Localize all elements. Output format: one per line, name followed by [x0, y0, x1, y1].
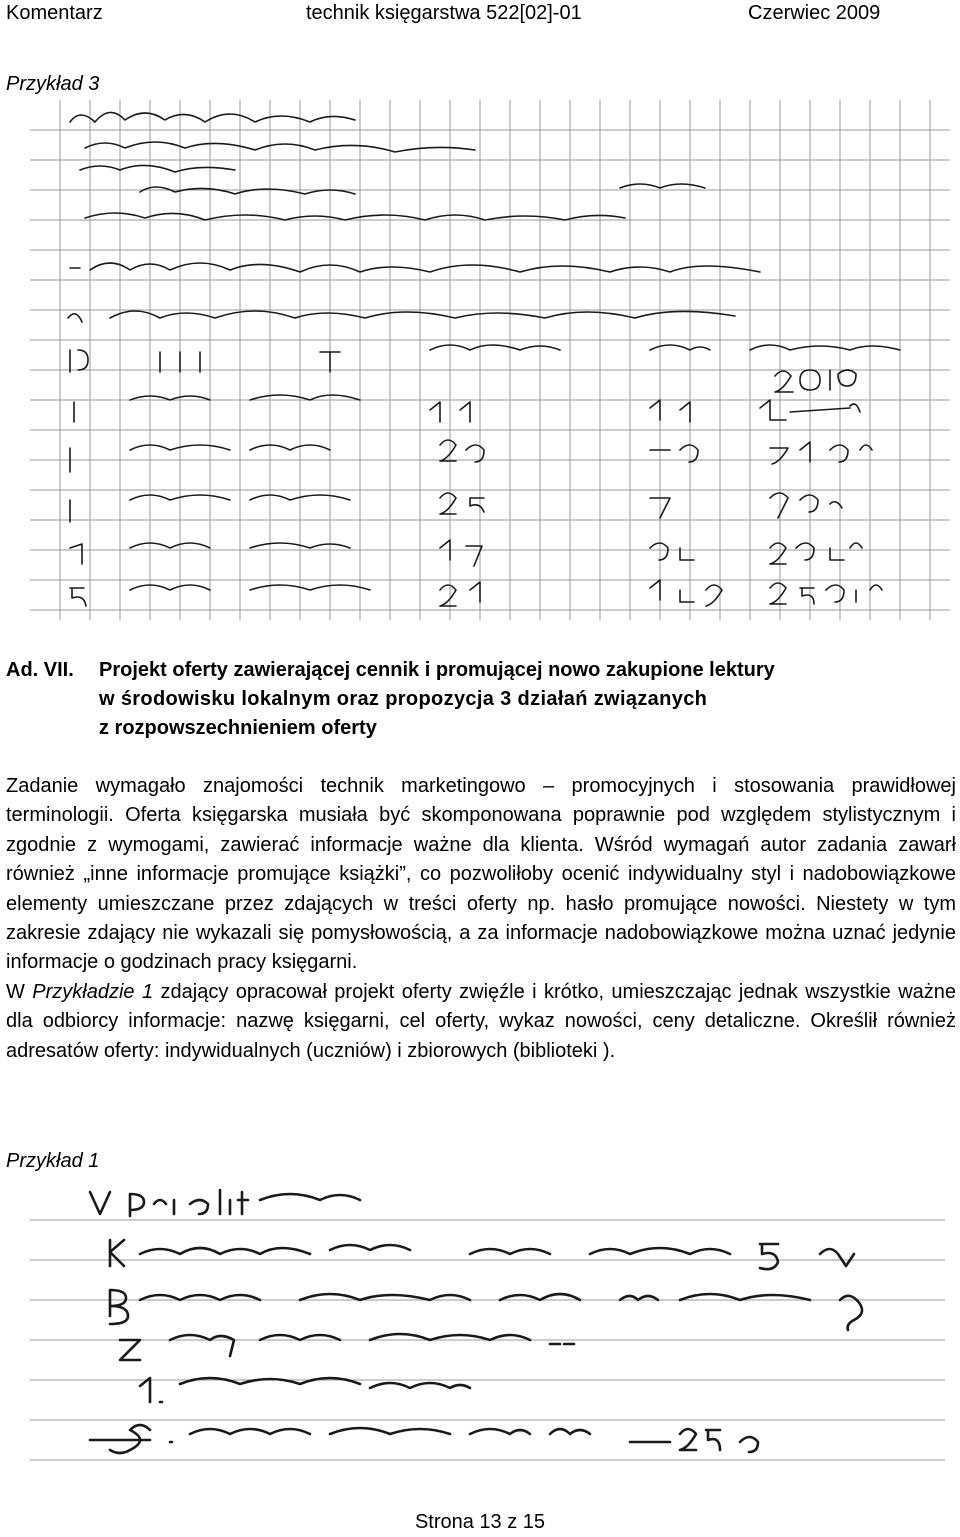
- body-paragraph-2-rest: zdający opracował projekt oferty zwięźle i krótko, umieszczając jednak wszystkie ważne dla odbiorcy informacje: nazwę księgarni, cel oferty, wykaz nowości, ceny detaliczne. Określił również adresatów oferty: indywidualnych (uczniów) i zbiorowych (biblioteki ).: [6, 980, 957, 1062]
- section-heading-row-1: [6, 656, 956, 685]
- section-number: Ad. VII.: [6, 659, 74, 681]
- body-paragraph-1: Zadanie wymagało znajomości technik marketingowo – promocyjnych i stosowania prawidłowej terminologii. Oferta księgarska musiała być skomponowana poprawnie pod względem stylistycznym i zgodnie z wymogami, zawierać informacje ważne dla klienta. Wśród wymagań autor zadania zawarł również „inne informacje promujące książki”, co pozwoliłoby ocenić indywidualny styl i nadobowiązkowe elementy umieszczane przez zdających w treści oferty np. hasło promujące nowości. Niestety w tym zakresie zdający nie wykazali się pomysłowością, a za informacje nadobowiązkowe można uznać jedynie informacje o godzinach pracy księgarni.: [6, 775, 956, 974]
- scan-grid: [30, 100, 950, 620]
- section-title-line-3: z rozpowszechnieniem oferty: [99, 717, 377, 739]
- section-heading-row-2: [6, 685, 956, 714]
- handwriting-strokes-1: [90, 1190, 862, 1453]
- page-footer: Strona 13 z 15: [414, 1511, 546, 1533]
- body-paragraph-2-italic: Przykładzie 1: [32, 980, 154, 1003]
- header-center: technik księgarstwa 522[02]-01: [306, 2, 582, 24]
- handwriting-strokes: [68, 112, 900, 606]
- handwritten-scan-example-1: [30, 1180, 945, 1495]
- example-1-label: Przykład 1: [6, 1150, 100, 1172]
- header-right: Czerwiec 2009: [748, 2, 881, 24]
- handwritten-scan-example-3: [30, 100, 950, 620]
- example-3-label: Przykład 3: [6, 73, 100, 95]
- section-heading-row-3: [6, 714, 956, 743]
- body-paragraph-2-prefix: W: [6, 980, 33, 1003]
- body-text: [6, 772, 956, 1066]
- header-left: Komentarz: [6, 2, 103, 24]
- section-heading: [6, 656, 956, 743]
- section-title-line-1: Projekt oferty zawierającej cennik i promującej nowo zakupione lektury: [99, 659, 775, 681]
- page-header: [0, 0, 960, 30]
- section-title-line-2: w środowisku lokalnym oraz propozycja 3 działań związanych: [99, 688, 708, 710]
